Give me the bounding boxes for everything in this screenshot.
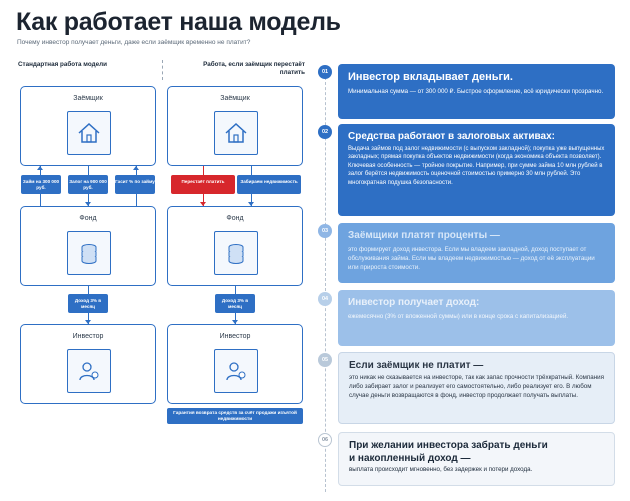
fund-label: Фонд — [79, 215, 97, 222]
step-card-04 — [338, 290, 615, 346]
step-body: Выдача займов под залог недвижимости (с выпуском закладной); покупка уже выпущенных закладных; прямая покупка объектов недвижимости (когда экономика объекта позволяет). Ключевая особенность — тройное покрытие. Например, при сумме займа 10 млн рублей в залог берётся недвижимость оценочной стоимостью примерно 30 млн рублей. Это многократная подушка безопасности. — [348, 146, 605, 186]
right-investor-box — [167, 324, 303, 404]
flow-collateral-pill: Залог на 900 000 руб. — [68, 175, 108, 194]
step-body: это никак не сказывается на инвесторе, так как запас прочности трёхкратный. Компания либо забирает залог и реализует его самостоятельно, либо реализует его. В любом случае деньги возвращаются в фонд, инвестор продолжает получать выплаты. — [349, 374, 604, 399]
step-card-02 — [338, 124, 615, 216]
left-flow-arrow-1 — [37, 166, 43, 170]
step-body: это формирует доход инвестора. Если мы владеем закладной, доход поступает от обслуживания займа. Если мы владеем недвижимостью — доход от её эксплуатации или прироста стоимости. — [348, 246, 595, 271]
flow-interest-pill: Гасит % по займу — [115, 175, 155, 194]
step-title: Заёмщики платят проценты — — [348, 230, 500, 241]
page-subtitle: Почему инвестор получает деньги, даже если заёмщик временно не платит? — [17, 39, 251, 46]
seize-property-pill: Забираем недвижимость — [237, 175, 301, 194]
right-borrower-box — [167, 86, 303, 166]
left-column-heading: Стандартная работа модели — [18, 61, 107, 68]
coins-icon — [67, 231, 111, 275]
left-investor-box — [20, 324, 156, 404]
borrower-label: Заёмщик — [220, 95, 250, 102]
investor-label: Инвестор — [72, 333, 104, 340]
step-number-02: 02 — [318, 125, 332, 139]
step-title: Если заёмщик не платит — — [349, 360, 484, 371]
step-body: Минимальная сумма — от 300 000 ₽. Быстрое оформление, всё юридически прозрачно. — [348, 88, 604, 95]
house-icon — [67, 111, 111, 155]
investor-icon — [67, 349, 111, 393]
step-number-04: 04 — [318, 292, 332, 306]
fund-label: Фонд — [226, 215, 244, 222]
right-fund-box — [167, 206, 303, 286]
step-body: ежемесячно (3% от вложенной суммы) или в конце срока с капитализацией. — [348, 313, 569, 320]
right-column-heading: Работа, если заёмщик перестаёт платить — [203, 61, 305, 77]
step-title: Средства работают в залоговых активах: — [348, 131, 555, 142]
guarantee-pill: Гарантия возврата средств за счёт продажи изъятой недвижимости — [167, 408, 303, 424]
step-card-06 — [338, 432, 615, 486]
left-fund-box — [20, 206, 156, 286]
step-number-05: 05 — [318, 353, 332, 367]
step-title: Инвестор вкладывает деньги. — [348, 71, 513, 83]
column-divider — [162, 60, 163, 80]
borrower-label: Заёмщик — [73, 95, 103, 102]
stop-paying-pill: Перестаёт платить — [171, 175, 235, 194]
house-icon — [214, 111, 258, 155]
flow-loan-pill: Займ на 300 000 руб. — [21, 175, 61, 194]
step-body: выплата происходит мгновенно, без задержек и потери дохода. — [349, 466, 533, 473]
step-card-03 — [338, 223, 615, 283]
page-title: Как работает наша модель — [16, 8, 341, 36]
coins-icon — [214, 231, 258, 275]
step-number-06: 06 — [318, 433, 332, 447]
right-payout-pill: Доход 3% в месяц — [215, 294, 255, 313]
step-card-01 — [338, 64, 615, 119]
step-number-03: 03 — [318, 224, 332, 238]
step-title: Инвестор получает доход: — [348, 297, 480, 308]
investor-icon — [214, 349, 258, 393]
step-title: При желании инвестора забрать деньги и накопленный доход — — [349, 440, 548, 464]
step-card-05 — [338, 352, 615, 424]
step-number-01: 01 — [318, 65, 332, 79]
left-flow-arrow-3 — [133, 166, 139, 170]
left-payout-pill: Доход 3% в месяц — [68, 294, 108, 313]
investor-label: Инвестор — [219, 333, 251, 340]
left-borrower-box — [20, 86, 156, 166]
